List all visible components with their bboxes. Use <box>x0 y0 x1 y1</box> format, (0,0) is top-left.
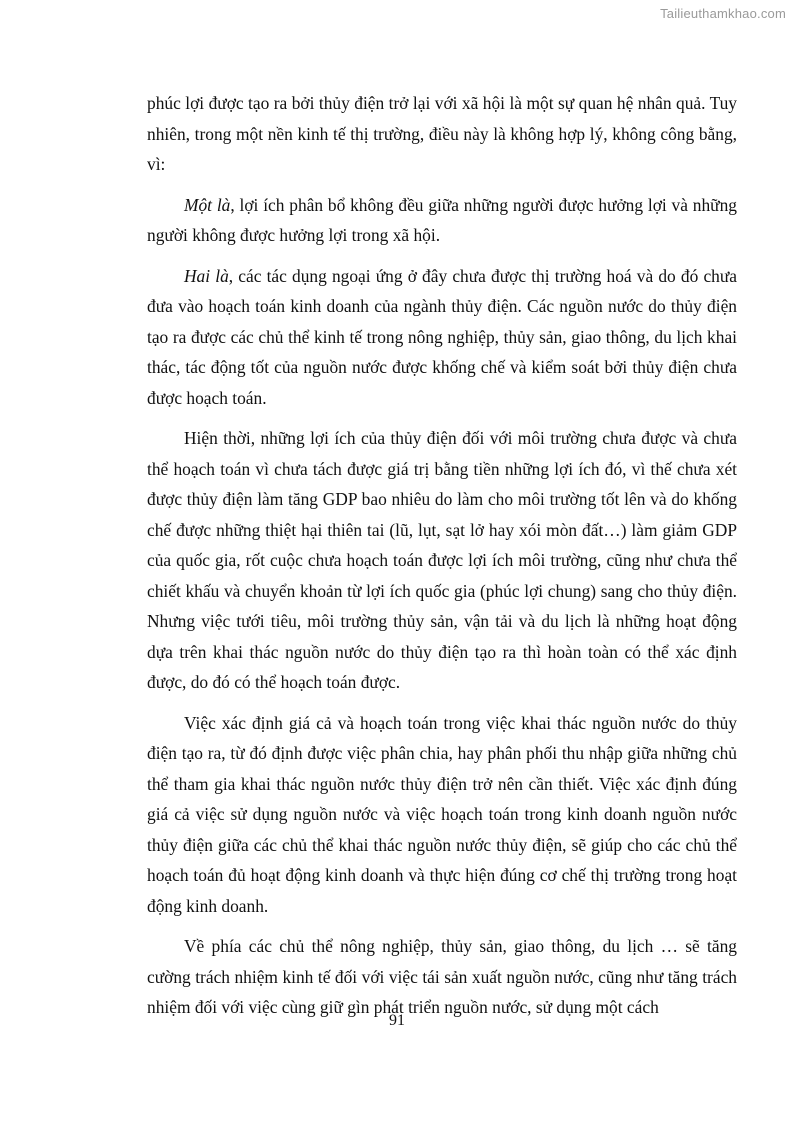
paragraph-mot-la <box>147 190 737 251</box>
paragraph-hai-la <box>147 261 737 414</box>
paragraph-text: phúc lợi được tạo ra bởi thủy điện trở lại với xã hội là một sự quan hệ nhân quả. Tuy nhiên, trong một nền kinh tế thị trường, điều này là không hợp lý, không công bằng, vì: <box>147 93 737 174</box>
italic-lead: Một là <box>184 194 231 215</box>
paragraph-viec-xac-dinh <box>147 708 737 922</box>
page-number: 91 <box>389 1012 405 1029</box>
paragraph-continuation <box>147 88 737 180</box>
paragraph-text: Việc xác định giá cả và hoạch toán trong việc khai thác nguồn nước do thủy điện tạo ra, từ đó định được việc phân chia, hay phân phối thu nhập giữa những chủ thể tham gia khai thác nguồn nước thủy điện trở nên cần thiết. Việc xác định đúng giá cả việc sử dụng nguồn nước và việc hoạch toán trong kinh doanh nguồn nước thủy điện giữa các chủ thể khai thác nguồn nước thủy điện, sẽ giúp cho các chủ thể hoạch toán đủ hoạt động kinh doanh và thực hiện đúng cơ chế thị trường trong hoạt động kinh doanh. <box>147 712 737 916</box>
paragraph-hien-thoi <box>147 423 737 698</box>
paragraph-text: Về phía các chủ thể nông nghiệp, thủy sản, giao thông, du lịch … sẽ tăng cường trách nhiệm kinh tế đối với việc tái sản xuất nguồn nước, cũng như tăng trách nhiệm đối với việc cùng giữ gìn phát triển nguồn nước, sử dụng một cách <box>147 936 737 1017</box>
paragraph-text: , lợi ích phân bổ không đều giữa những người được hưởng lợi và những người không được hưởng lợi trong xã hội. <box>147 194 737 245</box>
italic-lead: Hai là <box>184 265 229 286</box>
document-body <box>147 88 737 1033</box>
paragraph-ve-phia <box>147 931 737 1023</box>
paragraph-text: , các tác dụng ngoại ứng ở đây chưa được thị trường hoá và do đó chưa đưa vào hoạch toán kinh doanh của ngành thủy điện. Các nguồn nước do thủy điện tạo ra được các chủ thể kinh tế trong nông nghiệp, thủy sản, giao thông, du lịch khai thác, tác động tốt của nguồn nước được khống chế và kiểm soát bởi thủy điện chưa được hoạch toán. <box>147 265 738 408</box>
watermark: Tailieuthamkhao.com <box>660 6 786 21</box>
paragraph-text: Hiện thời, những lợi ích của thủy điện đối với môi trường chưa được và chưa thể hoạch toán vì chưa tách được giá trị bằng tiền những lợi ích đó, vì thế chưa xét được thủy điện làm tăng GDP bao nhiêu do làm cho môi trường tốt lên và do khống chế được những thiệt hại thiên tai (lũ, lụt, sạt lở hay xói mòn đất…) làm giảm GDP của quốc gia, rốt cuộc chưa hoạch toán được lợi ích môi trường, cũng như chưa thể chiết khấu và chuyển khoản từ lợi ích quốc gia (phúc lợi chung) sang cho thủy điện. Nhưng việc tưới tiêu, môi trường thủy sản, vận tải và du lịch là những hoạt động dựa trên khai thác nguồn nước do thủy điện tạo ra thì hoàn toàn có thể xác định được, do đó có thể hoạch toán được. <box>147 428 737 692</box>
